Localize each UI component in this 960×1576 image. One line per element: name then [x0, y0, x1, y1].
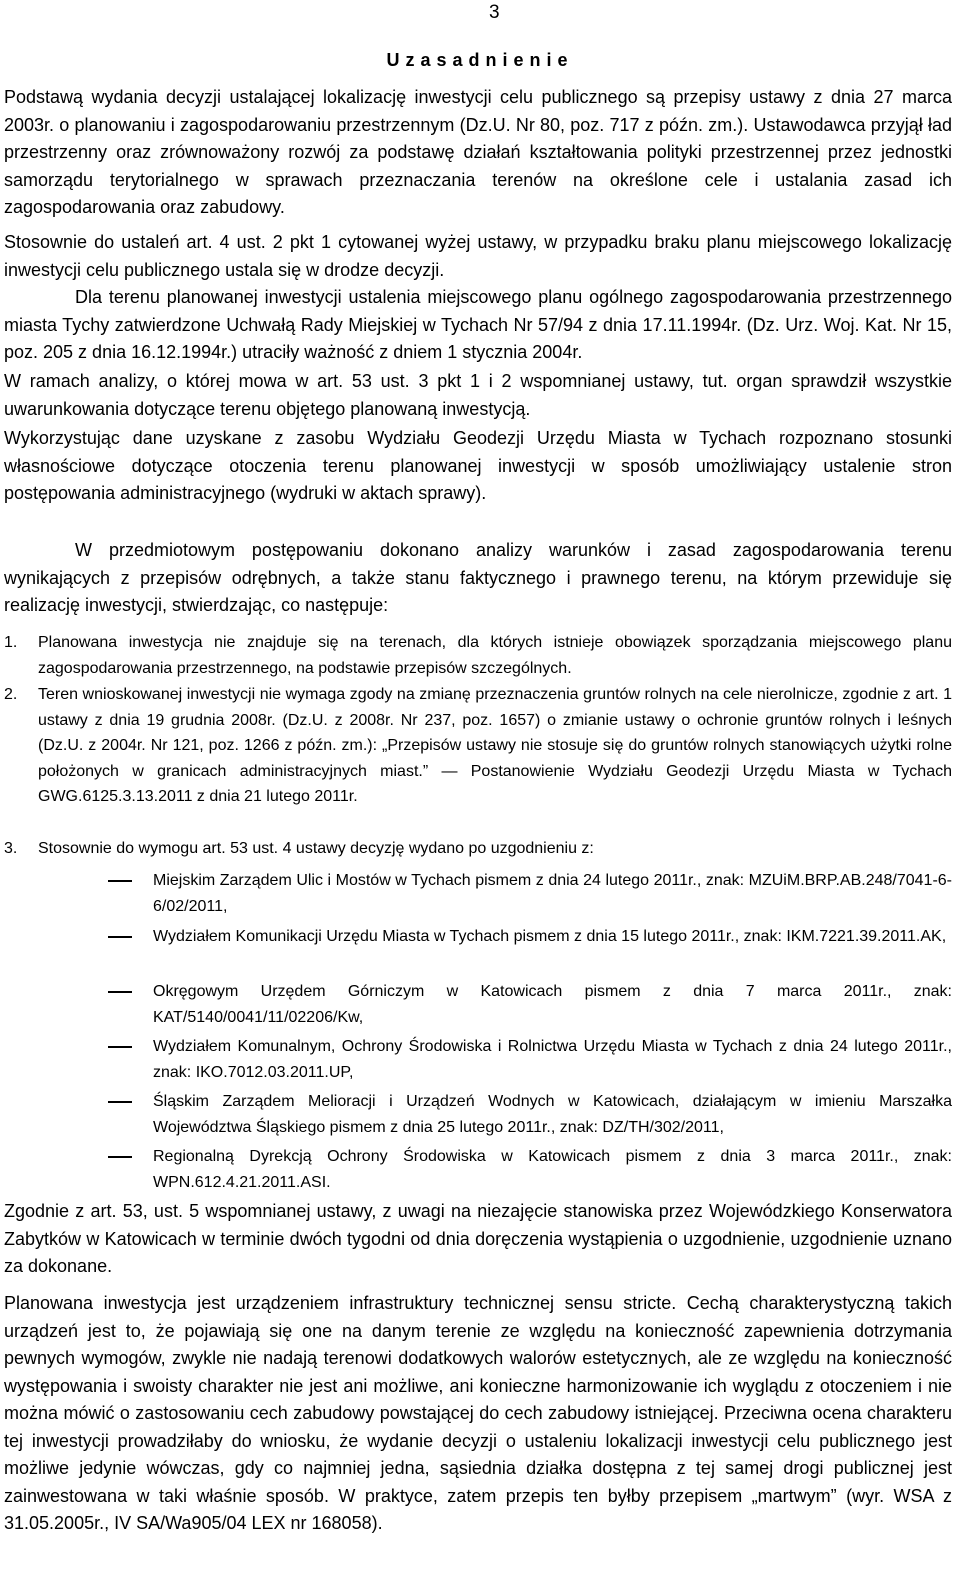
- paragraph-ownership: Wykorzystując dane uzyskane z zasobu Wydziału Geodezji Urzędu Miasta w Tychach rozpoznano stosunki własnościowe dotyczące otoczenia terenu planowanej inwestycji w sposób umożliwiający ustalenie stron postępowania administracyjnego (wydruki w aktach sprawy).: [4, 428, 952, 503]
- list-item: [4, 682, 952, 810]
- agreement-text: Wydziałem Komunikacji Urzędu Miasta w Tychach pismem z dnia 15 lutego 2011r., znak: IKM.7221.39.2011.AK,: [153, 928, 947, 945]
- agreement-text: Okręgowym Urzędem Górniczym w Katowicach pismem z dnia 7 marca 2011r., znak: KAT/5140/0041/11/02206/Kw,: [153, 983, 952, 1026]
- dash-marker: [108, 880, 132, 882]
- document-title: Uzasadnienie: [386, 50, 574, 70]
- agreement-text: Wydziałem Komunalnym, Ochrony Środowiska i Rolnictwa Urzędu Miasta w Tychach z dnia 24 lutego 2011r., znak: IKO.7012.03.2011.UP,: [153, 1038, 952, 1081]
- paragraph-general-plan: Dla terenu planowanej inwestycji ustalenia miejscowego planu ogólnego zagospodarowania przestrzennego miasta Tychy zatwierdzone Uchwałą Rady Miejskiej w Tychach Nr 57/94 z dnia 17.11.1994r. (Dz. Urz. Woj. Kat. Nr 15, poz. 205 z dnia 16.12.1994r.) utraciły ważność z dniem 1 stycznia 2004r.: [4, 287, 952, 362]
- list-item-number: 1.: [4, 634, 18, 651]
- agreement-item: [108, 1144, 952, 1195]
- agreement-item: [108, 924, 952, 950]
- page-number: 3: [489, 2, 500, 23]
- paragraph-monument-conservator: Zgodnie z art. 53, ust. 5 wspomnianej ustawy, z uwagi na niezajęcie stanowiska przez Wojewódzkiego Konserwatora Zabytków w Katowicach w terminie dwóch tygodni od dnia doręczenia wystąpienia o uzgodnienie, uzgodnienie uznano za dokonane.: [4, 1201, 952, 1276]
- agreement-text: Miejskim Zarządem Ulic i Mostów w Tychach pismem z dnia 24 lutego 2011r., znak: MZUiM.BRP.AB.248/7041-6-6/02/2011,: [153, 872, 952, 915]
- paragraph-conditions: W przedmiotowym postępowaniu dokonano analizy warunków i zasad zagospodarowania terenu wynikających z przepisów odrębnych, a także stanu faktycznego i prawnego terenu, na którym przewiduje się realizację inwestycji, stwierdzając, co następuje:: [4, 540, 952, 615]
- dash-marker: [108, 991, 132, 993]
- list-item-text: Teren wnioskowanej inwestycji nie wymaga zgody na zmianę przeznaczenia gruntów rolnych na cele nierolnicze, zgodnie z art. 1 ustawy z dnia 19 grudnia 2008r. (Dz.U. z 2008r. Nr 237, poz. 1657) o zmianie ustawy o ochronie gruntów rolnych i leśnych (Dz.U. z 2004r. Nr 121, poz. 1266 z późn. zm.): „Przepisów ustawy nie stosuje się do gruntów rolnych stanowiących użytki rolne położonych w granicach administracyjnych miast.” — Postanowienie Wydziału Geodezji Urzędu Miasta w Tychach GWG.6125.3.13.2011 z dnia 21 lutego 2011r.: [38, 686, 952, 805]
- paragraph-infrastructure: Planowana inwestycja jest urządzeniem infrastruktury technicznej sensu stricte. Cechą charakterystyczną takich urządzeń jest to, że pojawiają się one na danym terenie ze względu na konieczność zapewnienia dotrzymania pewnych wymogów, zwykle nie nadają terenowi dodatkowych walorów estetycznych, ale ze względu na konieczność występowania i swoisty charakter nie jest ani możliwe, ani konieczne harmonizowanie ich wyglądu z otoczeniem i nie można mówić o zastosowaniu cech zabudowy powstającej do cech zabudowy istniejącej. Przeciwna ocena charakteru tej inwestycji prowadziłaby do wniosku, że wydanie decyzji o ustaleniu lokalizacji inwestycji celu publicznego jest możliwe jedynie wówczas, gdy co najmniej jedna, sąsiednia działka dostępna z tej samej drogi publicznej jest zainwestowana w taki właśnie sposób. W praktyce, zatem przepis ten byłby przepisem „martwym” (wyr. WSA z 31.05.2005r., IV SA/Wa905/04 LEX nr 168058).: [4, 1293, 952, 1533]
- list-item-number: 3.: [4, 840, 18, 857]
- agreement-item: [108, 1034, 952, 1085]
- paragraph-article-4: Stosownie do ustaleń art. 4 ust. 2 pkt 1 cytowanej wyżej ustawy, w przypadku braku planu miejscowego lokalizację inwestycji celu publicznego ustala się w drodze decyzji.: [4, 232, 952, 280]
- agreement-item: [108, 979, 952, 1030]
- dash-marker: [108, 1156, 132, 1158]
- paragraph-analysis: W ramach analizy, o której mowa w art. 53 ust. 3 pkt 1 i 2 wspomnianej ustawy, tut. organ sprawdził wszystkie uwarunkowania dotyczące terenu objętego planowaną inwestycją.: [4, 371, 952, 419]
- list-item: [4, 630, 952, 681]
- dash-marker: [108, 936, 132, 938]
- list-item-text: Planowana inwestycja nie znajduje się na terenach, dla których istnieje obowiązek sporządzania miejscowego planu zagospodarowania przestrzennego, na podstawie przepisów szczególnych.: [38, 634, 952, 677]
- dash-marker: [108, 1101, 132, 1103]
- agreement-item: [108, 868, 952, 919]
- list-item-text: Stosownie do wymogu art. 53 ust. 4 ustawy decyzję wydano po uzgodnieniu z:: [38, 840, 594, 857]
- paragraph-legal-basis: Podstawą wydania decyzji ustalającej lokalizację inwestycji celu publicznego są przepisy ustawy z dnia 27 marca 2003r. o planowaniu i zagospodarowaniu przestrzennym (Dz.U. Nr 80, poz. 717 z późn. zm.). Ustawodawca przyjął ład przestrzenny oraz zrównoważony rozwój za podstawę działań kształtowania polityki przestrzennej przez jednostki samorządu terytorialnego w sprawach przeznaczania terenów na określone cele i ustalania zasad ich zagospodarowania oraz zabudowy.: [4, 87, 952, 217]
- agreement-item: [108, 1089, 952, 1140]
- dash-marker: [108, 1046, 132, 1048]
- list-item: [4, 836, 952, 862]
- list-item-number: 2.: [4, 686, 18, 703]
- agreement-text: Śląskim Zarządem Melioracji i Urządzeń Wodnych w Katowicach, działającym w imieniu Marszałka Województwa Śląskiego pismem z dnia 25 lutego 2011r., znak: DZ/TH/302/2011,: [153, 1093, 952, 1136]
- agreement-text: Regionalną Dyrekcją Ochrony Środowiska w Katowicach pismem z dnia 3 marca 2011r., znak: WPN.612.4.21.2011.ASI.: [153, 1148, 952, 1191]
